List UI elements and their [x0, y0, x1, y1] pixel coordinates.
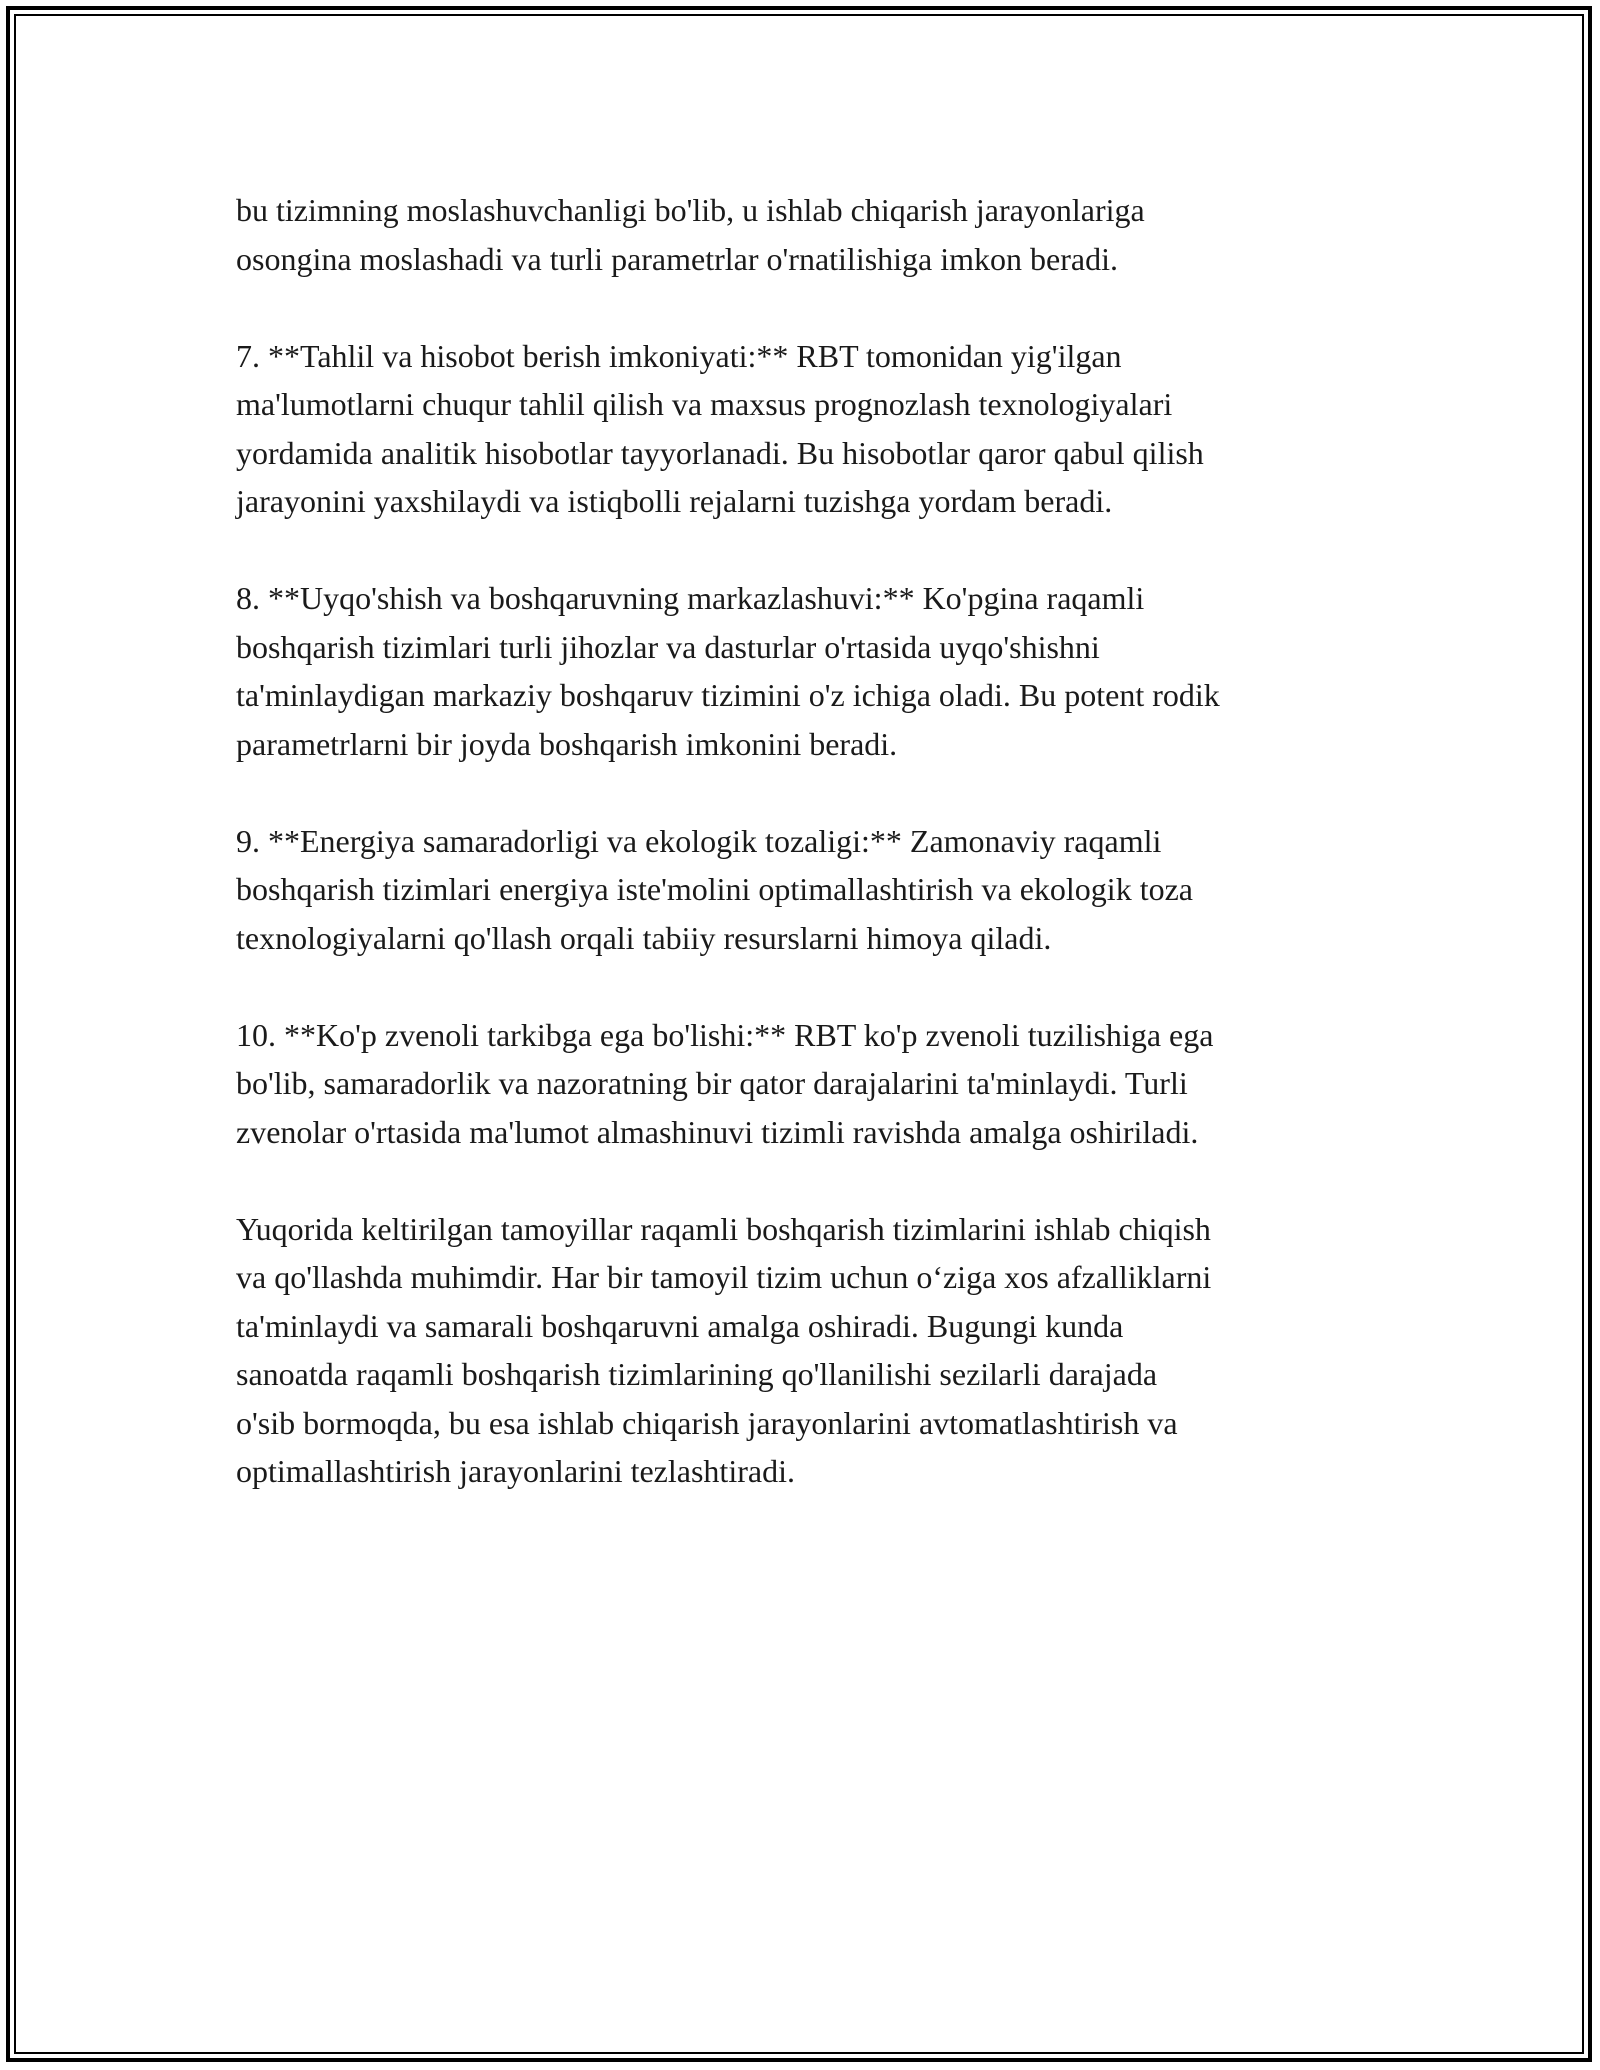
text-line: 8. **Uyqo'shish va boshqaruvning markazlashuvi:** Ko'pgina raqamli [236, 580, 1145, 616]
paragraph-item-8 [236, 574, 1406, 768]
paragraph-item-7 [236, 332, 1406, 526]
text-line: boshqarish tizimlari turli jihozlar va dasturlar o'rtasida uyqo'shishni [236, 628, 1100, 665]
text-line: o'sib bormoqda, bu esa ishlab chiqarish jarayonlarini avtomatlashtirish va [236, 1404, 1178, 1441]
text-line: ma'lumotlarni chuqur tahlil qilish va maxsus prognozlash texnologiyalari [236, 386, 1173, 422]
text-line: Yuqorida keltirilgan tamoyillar raqamli boshqarish tizimlarini ishlab chiqish [236, 1210, 1211, 1247]
text-line: osongina moslashadi va turli parametrlar o'rnatilishiga imkon beradi. [236, 240, 1118, 277]
paragraph-conclusion [236, 1205, 1406, 1496]
text-line: bo'lib, samaradorlik va nazoratning bir qator darajalarini ta'minlaydi. Turli [236, 1065, 1188, 1101]
text-line: va qo'llashda muhimdir. Har bir tamoyil tizim uchun o‘ziga xos afzalliklarni [236, 1259, 1212, 1295]
text-line: boshqarish tizimlari energiya iste'molini optimallashtirish va ekologik toza [236, 871, 1193, 907]
text-line: jarayonini yaxshilaydi va istiqbolli rejalarni tuzishga yordam beradi. [236, 483, 1113, 519]
text-line: ta'minlaydigan markaziy boshqaruv tizimini o'z ichiga oladi. Bu potent rodik [236, 677, 1220, 713]
text-line: sanoatda raqamli boshqarish tizimlarining qo'llanilishi sezilarli darajada [236, 1356, 1158, 1392]
text-line: texnologiyalarni qo'llash orqali tabiiy resurslarni himoya qiladi. [236, 919, 1052, 956]
document-body [236, 186, 1406, 1544]
text-line: 9. **Energiya samaradorligi va ekologik tozaligi:** Zamonaviy raqamli [236, 822, 1162, 859]
paragraph-item-9 [236, 817, 1406, 963]
paragraph-continuation [236, 186, 1406, 283]
text-line: bu tizimning moslashuvchanligi bo'lib, u ishlab chiqarish jarayonlariga [236, 192, 1145, 228]
text-line: 7. **Tahlil va hisobot berish imkoniyati:** RBT tomonidan yig'ilgan [236, 337, 1122, 374]
paragraph-item-10 [236, 1011, 1406, 1157]
text-line: zvenolar o'rtasida ma'lumot almashinuvi tizimli ravishda amalga oshiriladi. [236, 1113, 1199, 1150]
text-line: parametrlarni bir joyda boshqarish imkonini beradi. [236, 725, 898, 762]
text-line: optimallashtirish jarayonlarini tezlashtiradi. [236, 1453, 795, 1489]
text-line: ta'minlaydi va samarali boshqaruvni amalga oshiradi. Bugungi kunda [236, 1307, 1124, 1344]
text-line: yordamida analitik hisobotlar tayyorlanadi. Bu hisobotlar qaror qabul qilish [236, 434, 1204, 471]
text-line: 10. **Ko'p zvenoli tarkibga ega bo'lishi:** RBT ko'p zvenoli tuzilishiga ega [236, 1016, 1214, 1053]
